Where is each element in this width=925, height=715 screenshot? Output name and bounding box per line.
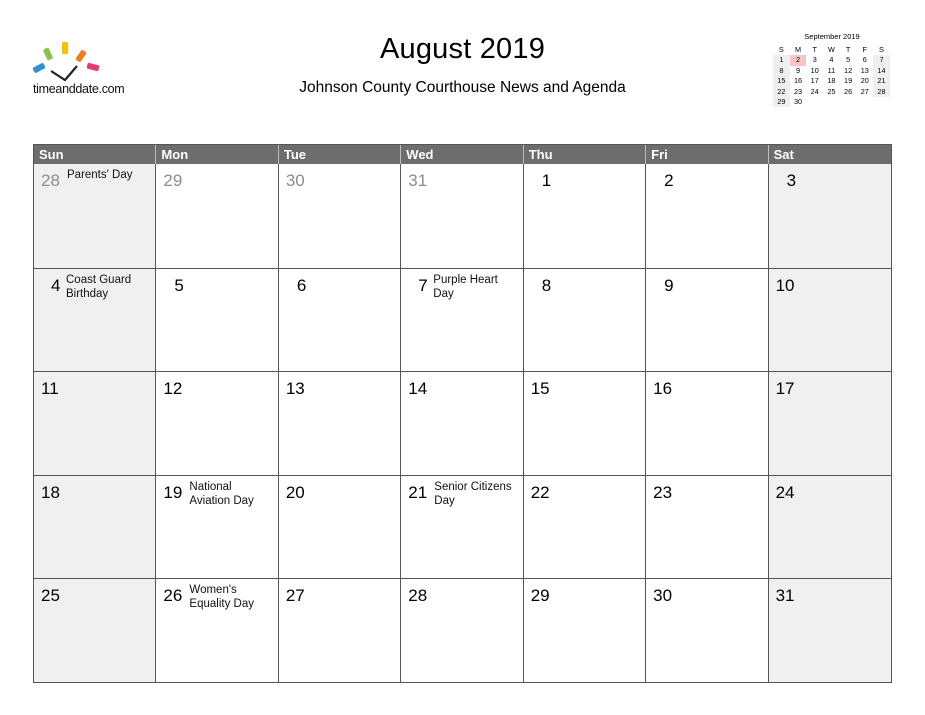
- day-cell[interactable]: [279, 269, 401, 372]
- day-cell[interactable]: [156, 476, 278, 579]
- day-cell[interactable]: [156, 164, 278, 268]
- week-row: [34, 164, 891, 268]
- mini-day: 2: [790, 55, 807, 65]
- mini-day: 10: [810, 65, 819, 75]
- day-cell[interactable]: [401, 269, 523, 372]
- mini-day: 13: [860, 65, 869, 75]
- mini-blank: [856, 97, 873, 107]
- mini-weekday-header: F: [862, 45, 868, 54]
- day-cell[interactable]: [279, 579, 401, 682]
- day-number: 16: [653, 379, 673, 399]
- day-number: 22: [530, 482, 550, 502]
- mini-day: 15: [773, 76, 790, 86]
- mini-day: 29: [773, 97, 790, 107]
- day-number: 13: [285, 379, 305, 399]
- mini-day: 30: [793, 96, 803, 106]
- day-number: 11: [41, 379, 59, 399]
- week-row: [34, 268, 891, 372]
- next-month-mini-calendar: [773, 31, 891, 107]
- mini-day: 1: [773, 55, 790, 65]
- day-number: 30: [653, 586, 673, 606]
- mini-day: 20: [860, 76, 869, 86]
- month-title: August 2019: [379, 33, 546, 65]
- day-number: 6: [296, 275, 307, 295]
- day-cell[interactable]: [646, 579, 768, 682]
- day-number: 4: [51, 275, 61, 295]
- day-cell[interactable]: [646, 372, 768, 475]
- weekday-header-mon: Mon: [156, 145, 278, 164]
- day-cell[interactable]: [524, 579, 646, 682]
- day-number: 7: [418, 275, 428, 295]
- day-cell[interactable]: [279, 372, 401, 475]
- day-number: 17: [775, 379, 795, 399]
- mini-day: 9: [796, 65, 801, 75]
- day-cell[interactable]: [34, 579, 156, 682]
- mini-day: 26: [844, 86, 853, 96]
- week-row: [34, 578, 891, 682]
- weekday-header-sat: Sat: [773, 147, 794, 162]
- mini-day: 4: [829, 55, 834, 65]
- day-cell[interactable]: [401, 579, 523, 682]
- mini-day: 6: [862, 55, 867, 65]
- mini-day: 27: [860, 86, 869, 96]
- mini-day: 8: [773, 66, 790, 76]
- day-cell[interactable]: [524, 372, 646, 475]
- day-cell[interactable]: [156, 372, 278, 475]
- mini-day: 22: [773, 87, 790, 97]
- day-number: 28: [41, 171, 60, 190]
- day-cell[interactable]: [524, 269, 646, 372]
- mini-weekday-header: T: [845, 45, 851, 54]
- day-cell[interactable]: [646, 269, 768, 372]
- event-label: Coast Guard Birthday: [66, 273, 132, 300]
- day-cell[interactable]: [279, 164, 401, 268]
- week-row: [34, 371, 891, 475]
- day-cell[interactable]: [646, 476, 768, 579]
- day-cell[interactable]: [401, 372, 523, 475]
- mini-day: 16: [793, 76, 803, 86]
- month-calendar: [33, 144, 892, 683]
- mini-blank: [873, 97, 890, 107]
- mini-day: 12: [844, 65, 853, 75]
- mini-weekday-header: S: [778, 45, 784, 54]
- weekday-header-thu: Thu: [524, 145, 646, 164]
- day-number: 3: [786, 171, 797, 190]
- day-cell[interactable]: [279, 476, 401, 579]
- mini-day: 17: [810, 76, 819, 86]
- mini-blank: [840, 97, 857, 107]
- day-number: 24: [775, 482, 795, 502]
- mini-day: 18: [827, 76, 836, 86]
- mini-day: 28: [873, 87, 890, 97]
- day-number: 30: [285, 171, 305, 190]
- mini-weekday-header: S: [879, 45, 884, 54]
- mini-day: 25: [827, 86, 836, 96]
- mini-weekday-header: M: [794, 45, 802, 54]
- day-number: 5: [174, 275, 184, 295]
- mini-calendar-grid: [773, 45, 891, 107]
- day-number: 1: [541, 171, 552, 190]
- day-cell[interactable]: [769, 372, 891, 475]
- mini-day: 5: [846, 55, 851, 65]
- week-row: [34, 475, 891, 579]
- day-number: 25: [41, 586, 60, 606]
- day-cell[interactable]: [34, 164, 156, 268]
- day-number: 20: [285, 482, 305, 502]
- day-cell[interactable]: [524, 476, 646, 579]
- day-number: 27: [285, 586, 305, 606]
- calendar-subtitle: Johnson County Courthouse News and Agenda: [299, 79, 626, 96]
- mini-day: 19: [844, 76, 853, 86]
- mini-day: 24: [810, 86, 819, 96]
- weekday-header-wed: Wed: [401, 145, 523, 164]
- day-cell[interactable]: [34, 269, 156, 372]
- day-number: 29: [163, 171, 183, 190]
- event-label: National Aviation Day: [189, 480, 254, 507]
- weekday-header-fri: Fri: [646, 145, 768, 164]
- day-number: 14: [408, 379, 428, 399]
- day-number: 8: [541, 275, 552, 295]
- day-cell[interactable]: [34, 476, 156, 579]
- event-label: Parents' Day: [67, 169, 133, 181]
- day-cell[interactable]: [156, 579, 278, 682]
- mini-blank: [823, 97, 840, 107]
- day-number: 31: [408, 171, 428, 190]
- day-cell[interactable]: [769, 579, 891, 682]
- mini-blank: [806, 97, 823, 107]
- mini-calendar-title: September 2019: [804, 32, 860, 41]
- weekday-header-sun: Sun: [34, 145, 156, 164]
- day-cell[interactable]: [524, 164, 646, 268]
- mini-day: 7: [873, 55, 890, 65]
- mini-day: 11: [827, 65, 836, 75]
- day-cell[interactable]: [156, 269, 278, 372]
- day-number: 18: [41, 482, 60, 502]
- event-label: Women's Equality Day: [189, 584, 254, 611]
- day-number: 10: [775, 275, 795, 295]
- day-cell[interactable]: [769, 164, 891, 268]
- day-number: 9: [664, 275, 674, 295]
- mini-weekday-header: W: [827, 45, 835, 54]
- logo-wordmark: timeanddate.com: [33, 82, 125, 96]
- event-label: Purple Heart Day: [433, 273, 498, 300]
- mini-weekday-header: T: [812, 45, 817, 54]
- day-number: 21: [408, 482, 428, 502]
- day-cell[interactable]: [769, 269, 891, 372]
- day-number: 12: [163, 379, 183, 399]
- day-number: 23: [653, 482, 673, 502]
- day-number: 29: [530, 586, 550, 606]
- mini-day: 21: [873, 76, 890, 86]
- day-number: 19: [163, 482, 183, 502]
- day-cell[interactable]: [769, 476, 891, 579]
- day-number: 15: [530, 379, 550, 399]
- day-number: 26: [163, 586, 183, 606]
- weekday-header-tue: Tue: [279, 145, 401, 164]
- day-cell[interactable]: [401, 476, 523, 579]
- day-cell[interactable]: [646, 164, 768, 268]
- calendar-weeks: [34, 164, 891, 682]
- day-cell[interactable]: [34, 372, 156, 475]
- day-number: 28: [408, 586, 428, 606]
- mini-day: 14: [873, 66, 890, 76]
- mini-day: 3: [812, 55, 817, 65]
- day-number: 31: [775, 586, 795, 606]
- mini-day: 23: [793, 86, 803, 96]
- day-number: 2: [664, 171, 674, 190]
- event-label: Senior Citizens Day: [434, 480, 512, 507]
- weekday-header-row: [34, 145, 891, 164]
- day-cell[interactable]: [401, 164, 523, 268]
